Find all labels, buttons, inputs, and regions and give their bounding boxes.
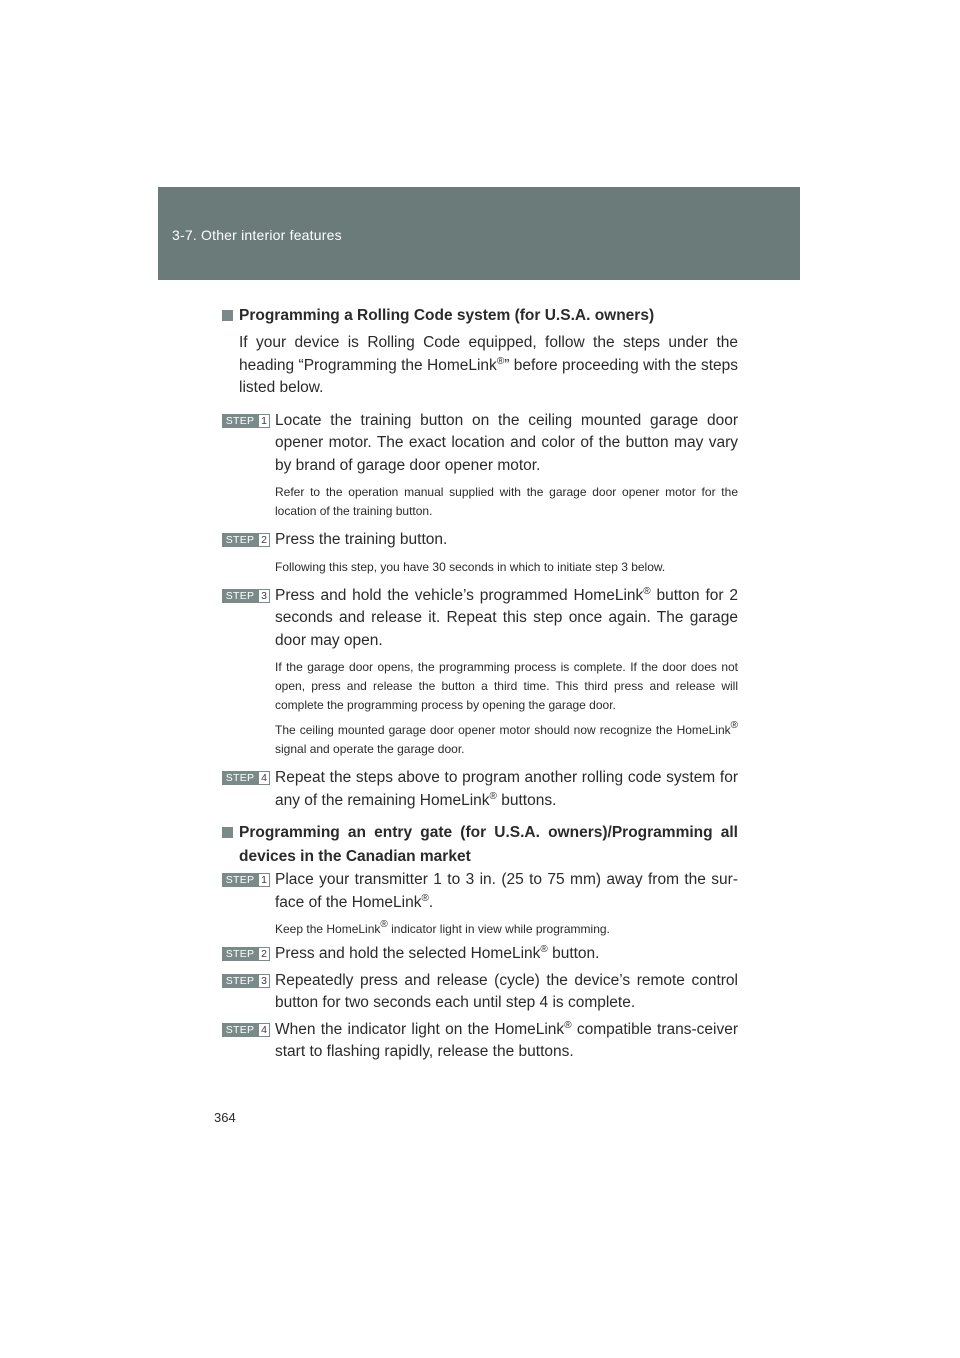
registered-mark: ® — [643, 585, 651, 597]
step-4 — [222, 767, 738, 812]
step-text-a: Repeat the steps above to program another rolling code system for any of the remaining HomeLink — [275, 769, 738, 809]
registered-mark: ® — [496, 355, 505, 367]
registered-mark: ® — [564, 1019, 572, 1031]
step-text — [275, 943, 738, 966]
step-text-b: button. — [547, 945, 600, 962]
step-text — [275, 585, 738, 653]
step-label: STEP — [222, 974, 258, 988]
step-text-b: button for 2 seconds and release it. Repeat this step once again. The garage door may open. — [275, 586, 738, 649]
step-label: STEP — [222, 947, 258, 961]
registered-mark: ® — [380, 919, 388, 930]
page-number: 364 — [214, 1110, 236, 1125]
step-text-a: When the indicator light on the HomeLink — [275, 1020, 565, 1038]
step-badge — [222, 771, 270, 785]
registered-mark: ® — [730, 720, 738, 731]
step-1 — [222, 869, 738, 939]
section-entry-gate — [222, 821, 738, 1064]
step-3 — [222, 970, 738, 1015]
intro-text-a: If your device is Rolling Code equipped, follow the steps under the heading “Programming the HomeLink — [239, 334, 738, 374]
step-badge — [222, 974, 270, 988]
step-badge — [222, 589, 270, 603]
step-text-a: Press and hold the vehicle’s programmed HomeLink — [275, 586, 644, 604]
square-bullet-icon — [222, 310, 233, 321]
intro-text-b: ” before proceeding with the steps listed below. — [239, 356, 739, 396]
step-text: Locate the training button on the ceiling mounted garage door opener motor. The exact location and color of the button may vary by brand of garage door opener motor. — [275, 411, 738, 474]
step-text: Press the training button. — [275, 531, 448, 548]
step-text-a: Place your transmitter 1 to 3 in. (25 to 75 mm) away from the sur-face of the HomeLink — [275, 871, 738, 911]
step-label: STEP — [222, 771, 258, 785]
section-heading-text: Programming an entry gate (for U.S.A. owners)/Programming all devices in the Canadian market — [239, 824, 738, 865]
step-note: Following this step, you have 30 seconds in which to initiate step 3 below. — [275, 559, 666, 574]
step-number: 2 — [258, 947, 270, 961]
section-heading — [222, 304, 738, 328]
section-header-bar — [158, 187, 800, 280]
step-text-b: buttons. — [496, 791, 557, 809]
step-text — [275, 869, 738, 914]
step-note — [275, 721, 738, 759]
step-number: 4 — [258, 771, 270, 785]
step-badge — [222, 1023, 270, 1037]
section-heading-text: Programming a Rolling Code system (for U.S.A. owners) — [239, 307, 655, 324]
step-label: STEP — [222, 414, 258, 428]
note-text-a: The ceiling mounted garage door opener motor should now recognize the HomeLink — [275, 723, 731, 737]
section-heading — [222, 821, 738, 869]
step-text-b: . — [428, 893, 434, 911]
step-text-b: compatible trans-ceiver start to flashing rapidly, release the buttons. — [275, 1020, 739, 1060]
step-text — [275, 1019, 738, 1064]
step-text — [275, 767, 738, 812]
registered-mark: ® — [489, 790, 497, 802]
step-note — [275, 920, 738, 939]
step-number: 1 — [258, 414, 270, 428]
registered-mark: ® — [540, 944, 548, 955]
step-text-a: Press and hold the selected HomeLink — [275, 945, 541, 962]
step-1 — [222, 410, 738, 522]
step-3 — [222, 585, 738, 760]
step-number: 4 — [258, 1023, 270, 1037]
note-text-b: indicator light in view while programming. — [387, 922, 610, 936]
step-label: STEP — [222, 873, 258, 887]
step-note: Refer to the operation manual supplied with the garage door opener motor for the location of the training button. — [275, 485, 738, 518]
step-text: Repeatedly press and release (cycle) the device’s remote control button for two seconds each until step 4 is complete. — [275, 971, 738, 1011]
step-2 — [222, 529, 738, 577]
registered-mark: ® — [421, 892, 429, 904]
note-text-a: Keep the HomeLink — [275, 922, 381, 936]
step-number: 3 — [258, 589, 270, 603]
step-note: If the garage door opens, the programming process is complete. If the door does not open, press and release the button a third time. This third press and release will complete the programming process by opening the garage door. — [275, 660, 738, 712]
step-number: 2 — [258, 533, 270, 547]
step-label: STEP — [222, 1023, 258, 1037]
step-4 — [222, 1019, 738, 1064]
step-badge — [222, 873, 270, 887]
step-badge — [222, 414, 270, 428]
square-bullet-icon — [222, 827, 233, 838]
step-2 — [222, 943, 738, 966]
step-label: STEP — [222, 533, 258, 547]
section-title: 3-7. Other interior features — [172, 227, 342, 243]
step-badge — [222, 533, 270, 547]
note-text-b: signal and operate the garage door. — [275, 742, 465, 756]
step-number: 1 — [258, 873, 270, 887]
step-label: STEP — [222, 589, 258, 603]
step-number: 3 — [258, 974, 270, 988]
page-content — [222, 304, 738, 1068]
step-badge — [222, 947, 270, 961]
section-rolling-code — [222, 304, 738, 812]
section-intro — [222, 332, 738, 400]
